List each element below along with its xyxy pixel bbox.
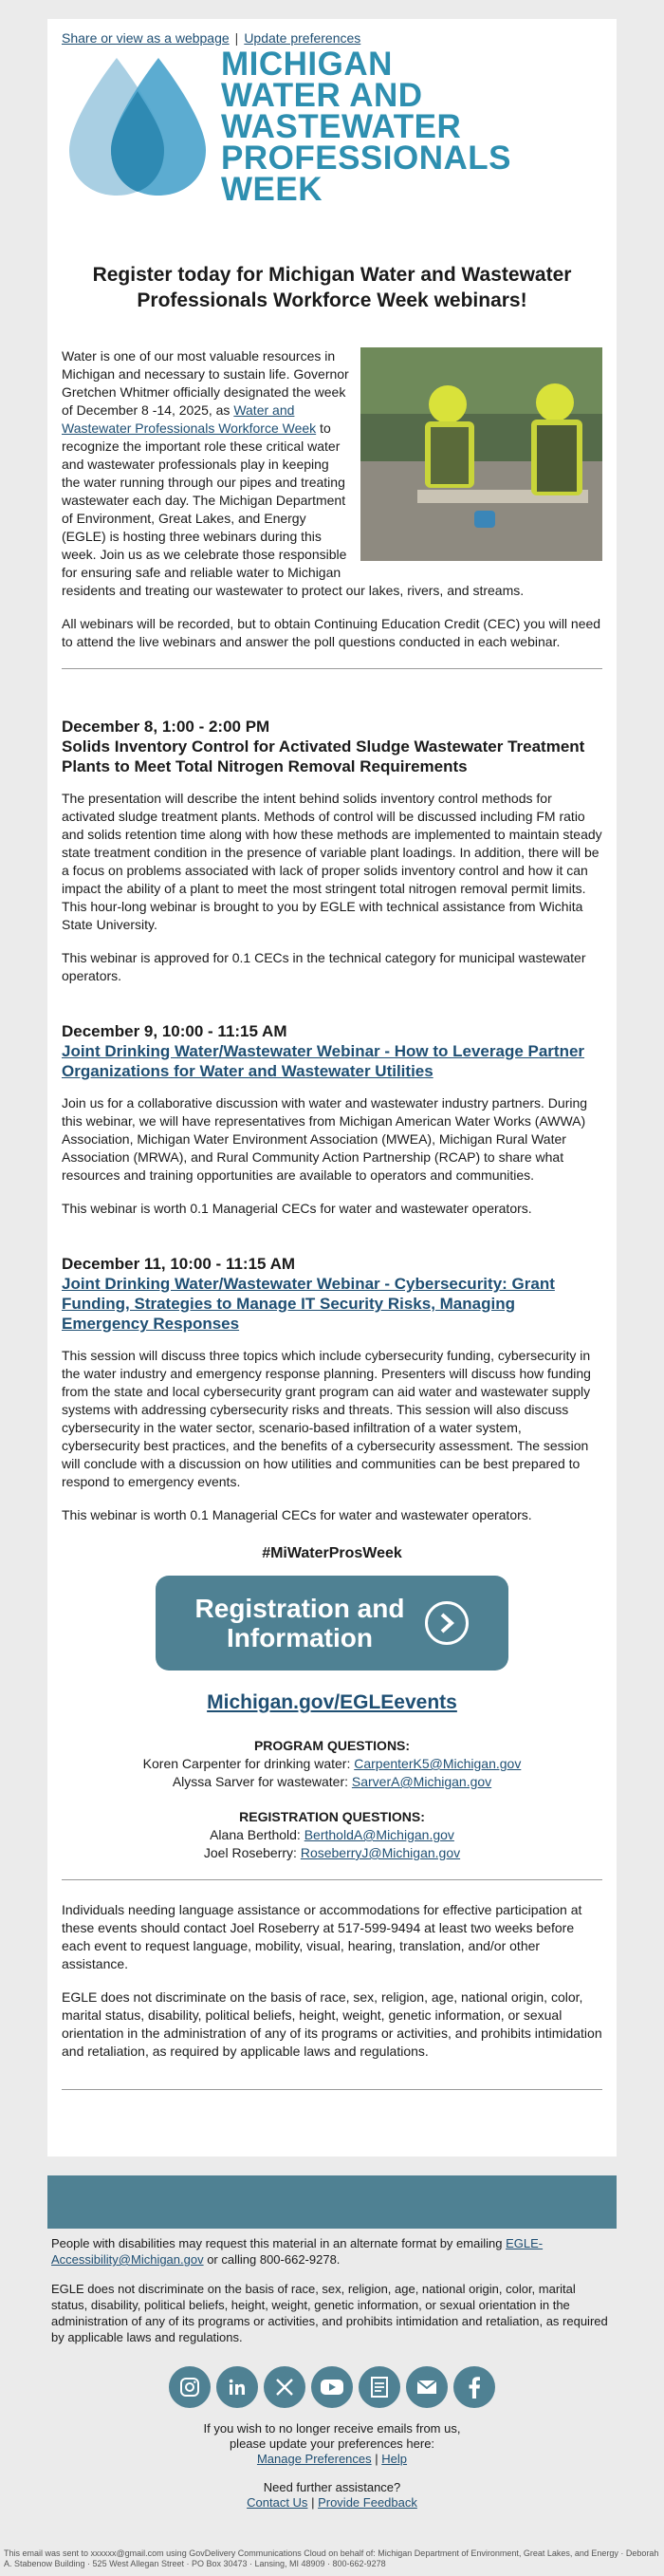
registration-button-line2: Information [226, 1623, 373, 1652]
workers-photo [360, 347, 602, 561]
update-preferences-link[interactable]: Update preferences [244, 30, 361, 46]
accommodations-note: Individuals needing language assistance or accommodations for effective participation at these events should contact Joel Roseberry at 517-599-9494 at least two weeks before each event to request language, mobility, visual, hearing, translation, and/or other assistance. [62, 1902, 582, 1971]
program-questions-heading: PROGRAM QUESTIONS: [253, 1738, 411, 1753]
hero-title [221, 46, 602, 208]
headline: Register today for Michigan Water and Wastewater Professionals Workforce Week webinars! [92, 264, 572, 311]
assistance-links [51, 2495, 613, 2511]
contact-line [62, 1773, 602, 1791]
manage-preferences-link[interactable]: Manage Preferences [256, 2452, 372, 2466]
facebook-icon[interactable] [453, 2366, 495, 2408]
accessibility-email-link[interactable]: EGLE-Accessibility@Michigan.gov [51, 2236, 544, 2267]
event-dec9 [62, 1021, 602, 1218]
egle-events-link-wrap [62, 1691, 602, 1714]
event-description: The presentation will describe the intent behind solids inventory control methods for activated sludge treatment plants. Methods of control will be discussed including FM ratio and solids retention time along with how these methods are implemented to maintain steady state treatment condition in the presence of variable plant loadings. In addition, there will be a focus on problems associated with lack of proper solids inventory control and how it can impact the ability of a plant to meet the most stringent total nitrogen removal permit limits. This hour-long webinar is brought to you by EGLE with technical assistance from Wichita State University. [62, 791, 602, 932]
top-links [62, 30, 602, 46]
contact-line [62, 1844, 602, 1862]
top-links-separator: | [234, 30, 239, 46]
hero-banner [62, 46, 602, 208]
view-webpage-link[interactable]: Share or view as a webpage [62, 30, 230, 46]
preferences-separator: | [375, 2452, 378, 2466]
intro-section [62, 347, 602, 651]
hero-title-line3: PROFESSIONALS WEEK [221, 140, 511, 208]
assistance-question: Need further assistance? [263, 2480, 401, 2494]
registration-button-line1: Registration and [194, 1594, 405, 1623]
unsubscribe-line2: please update your preferences here: [229, 2436, 435, 2451]
program-questions [62, 1737, 602, 1791]
nondiscrimination-note: EGLE does not discriminate on the basis of race, sex, religion, age, national origin, color, marital status, disability, political beliefs, height, weight, genetic information, or sexual orientation in the administration of any of its programs or activities, and prohibits intimidation and retaliation, as required by applicable laws and regulations. [62, 1989, 602, 2059]
divider [62, 2089, 602, 2090]
event-description: Join us for a collaborative discussion with water and wastewater industry partners. During this webinar, we will have representatives from Michigan American Water Works (AWWA) Association, Michigan Water Environment Association (MWEA), Michigan Rural Water Association (MRWA), and Rural Community Action Partnership (RCAP) to share what resources and training opportunities are available to operators and communities. [62, 1095, 588, 1183]
registration-button[interactable] [156, 1576, 508, 1671]
registration-button-label [195, 1594, 405, 1652]
newsletter-icon[interactable] [359, 2366, 400, 2408]
contact-label: Joel Roseberry: [203, 1845, 301, 1860]
assistance-separator: | [311, 2495, 315, 2510]
event-date: December 9, 10:00 - 11:15 AM [62, 1022, 287, 1040]
linkedin-icon[interactable] [216, 2366, 258, 2408]
assistance-block [51, 2480, 613, 2511]
divider [62, 668, 602, 669]
event-cec: This webinar is worth 0.1 Managerial CECs for water and wastewater operators. [62, 1507, 532, 1522]
event-date: December 8, 1:00 - 2:00 PM [62, 718, 270, 736]
x-icon[interactable] [264, 2366, 305, 2408]
contact-email-link[interactable]: CarpenterK5@Michigan.gov [354, 1756, 522, 1771]
divider [62, 1879, 602, 1880]
footer [51, 2235, 613, 2524]
email-icon[interactable] [406, 2366, 448, 2408]
alt-format-text-start: People with disabilities may request this material in an alternate format by emailing [51, 2236, 507, 2250]
event-cec: This webinar is worth 0.1 Managerial CECs for water and wastewater operators. [62, 1201, 532, 1216]
event-title [62, 1274, 602, 1334]
hero-title-line1: MICHIGAN [221, 46, 393, 83]
event-title [62, 1041, 602, 1081]
event-cec: This webinar is approved for 0.1 CECs in the technical category for municipal wastewater operators. [62, 950, 586, 983]
social-icons [51, 2366, 613, 2408]
intro-text-start: Water is one of our most valuable resources in Michigan and necessary to sustain life. Governor Gretchen Whitmer officially designated the week of December 8 -14, 2025, as [62, 348, 349, 418]
event-title: Solids Inventory Control for Activated Sludge Wastewater Treatment Plants to Meet Total Nitrogen Removal Requirements [62, 737, 585, 775]
event-dec8 [62, 717, 602, 985]
cec-note: All webinars will be recorded, but to obtain Continuing Education Credit (CEC) you will need to attend the live webinars and answer the poll questions conducted in each webinar. [62, 616, 601, 649]
workforce-week-link[interactable]: Water and Wastewater Professionals Workforce Week [62, 402, 317, 436]
contact-line [62, 1755, 602, 1773]
registration-questions [62, 1808, 602, 1862]
preferences-links [51, 2452, 613, 2467]
egle-events-link[interactable]: Michigan.gov/EGLEevents [207, 1691, 457, 1713]
contact-email-link[interactable]: SarverA@Michigan.gov [351, 1774, 492, 1789]
contact-email-link[interactable]: BertholdA@Michigan.gov [304, 1827, 454, 1842]
intro-text-end: to recognize the important role these critical water and wastewater professionals play in keeping the water running through our pipes and treating wastewater each day. The Michigan Department of Environment, Great Lakes, and Energy (EGLE) is hosting three webinars during this week. Join us as we celebrate those responsible for ensuring safe and reliable water to Michigan residents and treating our wastewater to protect our lakes, rivers, and streams. [62, 420, 525, 598]
hashtag: #MiWaterProsWeek [262, 1545, 402, 1561]
provide-feedback-link[interactable]: Provide Feedback [318, 2495, 417, 2510]
contact-email-link[interactable]: RoseberryJ@Michigan.gov [300, 1845, 461, 1860]
instagram-icon[interactable] [169, 2366, 211, 2408]
event-title-link[interactable]: Joint Drinking Water/Wastewater Webinar - Cybersecurity: Grant Funding, Strategies to Manage IT Security Risks, Managing Emergency Responses [62, 1275, 555, 1333]
registration-questions-heading: REGISTRATION QUESTIONS: [239, 1809, 425, 1824]
legal-footer: This email was sent to xxxxxx@gmail.com using GovDelivery Communications Cloud on behalf of: Michigan Department of Environment, Great Lakes, and Energy · Deborah A. Stabenow Building · 525 West Allegan Street · PO Box 30473 · Lansing, MI 48909 · 800-662-9278 [4, 2548, 659, 2568]
footer-nondiscrimination: EGLE does not discriminate on the basis of race, sex, religion, age, national origin, color, marital status, disability, political beliefs, height, weight, genetic information, or sexual orientation in the administration of any of its programs or activities, and prohibits intimidation and retaliation, as required by applicable laws and regulations. [51, 2282, 608, 2344]
unsubscribe-block [51, 2421, 613, 2467]
footer-banner [47, 2175, 617, 2229]
event-title-link[interactable]: Joint Drinking Water/Wastewater Webinar - How to Leverage Partner Organizations for Water and Wastewater Utilities [62, 1042, 585, 1080]
contact-label: Alana Berthold: [210, 1827, 304, 1842]
email-card [47, 19, 617, 2156]
event-description: This session will discuss three topics which include cybersecurity funding, cybersecurity in the water industry and emergency response planning. Presenters will discuss how funding from the state and local cybersecurity grant program can aid water and wastewater supply systems with addressing cybersecurity risks and threats. This session will also discuss cybersecurity in the water sector, scenario-based infiltration of a water system, cybersecurity best practices, and the benefits of a cybersecurity assessment. The session will conclude with a discussion on how utilities and communities can be best prepared to respond to emergency events. [62, 1348, 591, 1489]
unsubscribe-line1: If you wish to no longer receive emails from us, [203, 2421, 461, 2436]
contact-label: Koren Carpenter for drinking water: [142, 1756, 355, 1771]
chevron-right-icon [425, 1601, 469, 1645]
event-date: December 11, 10:00 - 11:15 AM [62, 1255, 296, 1273]
contact-line [62, 1826, 602, 1844]
alt-format-text-end: or calling 800-662-9278. [203, 2252, 341, 2267]
water-drops-logo [62, 53, 213, 200]
hero-title-line2: WATER AND WASTEWATER [221, 77, 462, 145]
youtube-icon[interactable] [311, 2366, 353, 2408]
event-dec11 [62, 1254, 602, 1524]
contact-us-link[interactable]: Contact Us [247, 2495, 308, 2510]
help-link[interactable]: Help [381, 2452, 408, 2466]
alt-format-note [51, 2235, 613, 2268]
contact-label: Alyssa Sarver for wastewater: [172, 1774, 352, 1789]
